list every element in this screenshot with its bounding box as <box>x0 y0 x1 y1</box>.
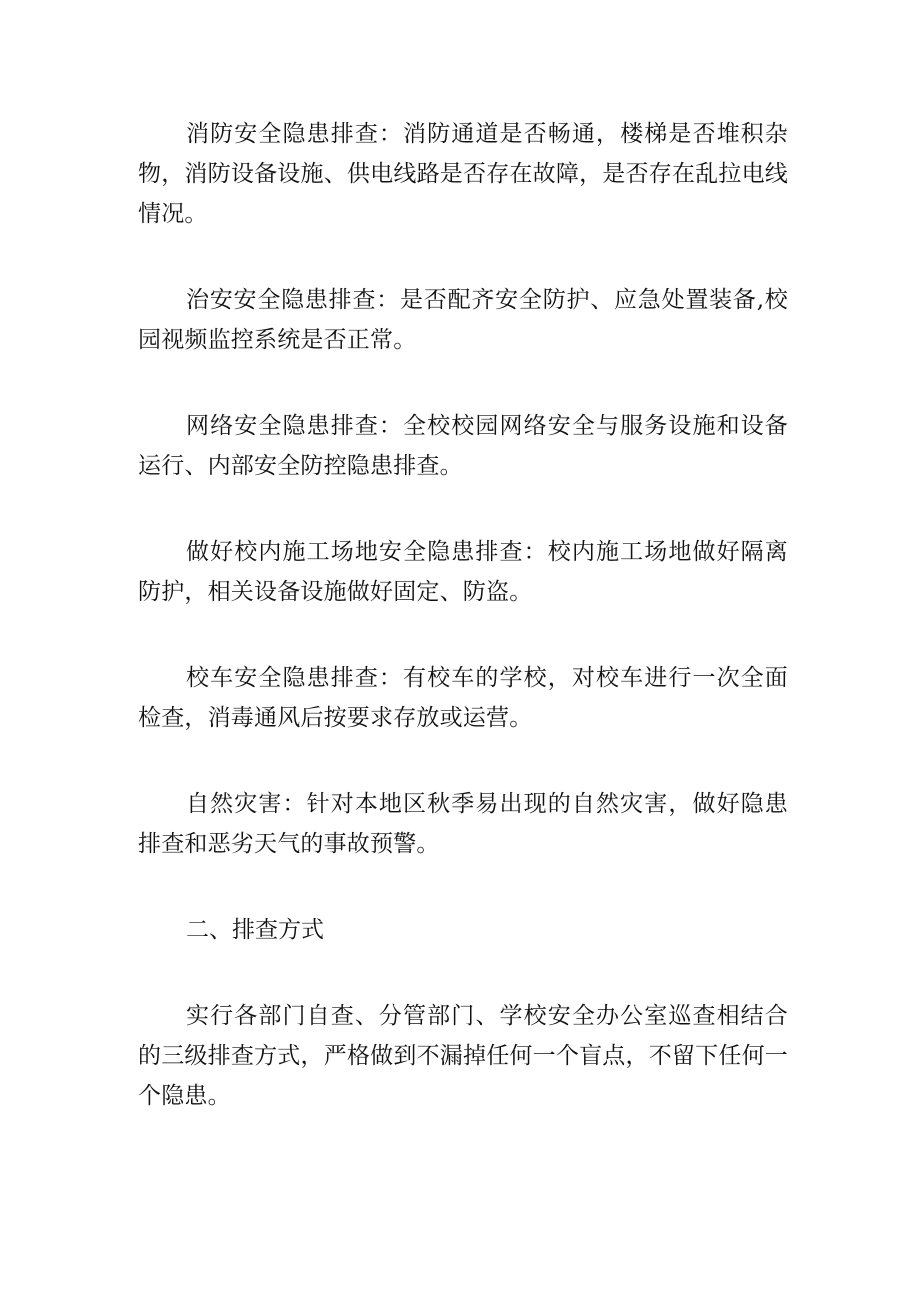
document-body <box>138 114 788 1162</box>
paragraph-public-security: 治安安全隐患排查：是否配齐安全防护、应急处置装备,校园视频监控系统是否正常。 <box>138 287 788 353</box>
paragraph-school-bus: 校车安全隐患排查：有校车的学校，对校车进行一次全面检查，消毒通风后按要求存放或运营。 <box>138 665 788 731</box>
paragraph-inspection-method: 实行各部门自查、分管部门、学校安全办公室巡查相结合的三级排查方式，严格做到不漏掉任何一个盲点，不留下任何一个隐患。 <box>138 1003 788 1109</box>
paragraph-natural-disaster: 自然灾害：针对本地区秋季易出现的自然灾害，做好隐患排查和恶劣天气的事故预警。 <box>138 791 788 857</box>
paragraph-fire-safety: 消防安全隐患排查：消防通道是否畅通，楼梯是否堆积杂物，消防设备设施、供电线路是否存在故障，是否存在乱拉电线情况。 <box>138 121 788 227</box>
paragraph-network-security: 网络安全隐患排查：全校校园网络安全与服务设施和设备运行、内部安全防控隐患排查。 <box>138 413 788 479</box>
paragraph-construction-site: 做好校内施工场地安全隐患排查：校内施工场地做好隔离防护，相关设备设施做好固定、防盗。 <box>138 539 788 605</box>
section-heading: 二、排查方式 <box>186 917 324 943</box>
